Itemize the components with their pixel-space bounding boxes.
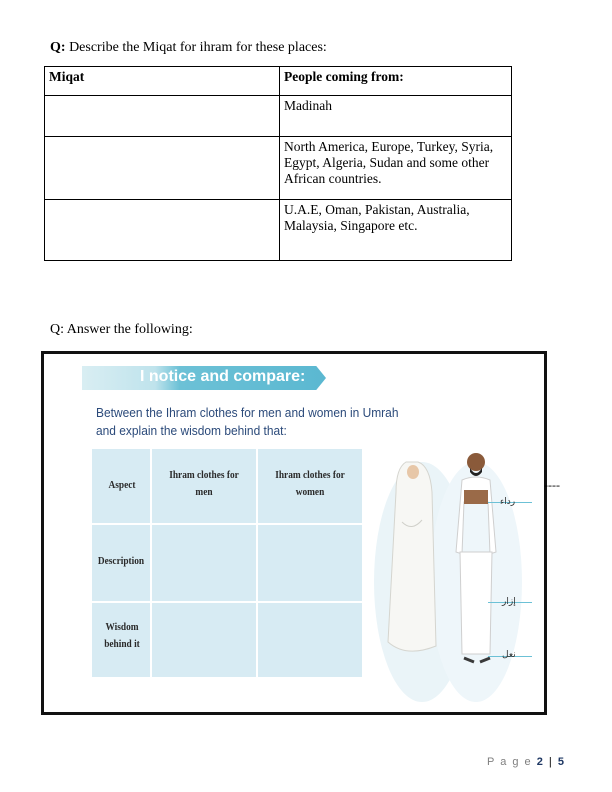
table-row — [45, 137, 512, 200]
woman-face — [407, 465, 419, 479]
page-separator: | — [544, 756, 558, 768]
page-number — [487, 756, 565, 768]
aspect-header: Aspect — [108, 479, 136, 491]
wisdom-label: Wisdom behind it — [104, 621, 140, 650]
table-divider — [92, 523, 362, 525]
miqat-answer-cell[interactable] — [45, 200, 280, 261]
miqat-table — [44, 66, 512, 261]
ihram-comparison-image — [41, 351, 547, 715]
question-1-prefix: Q: — [50, 40, 66, 55]
instruction-text: Between the Ihram clothes for men and women in Umrah and explain the wisdom behind that: — [96, 405, 399, 438]
table-divider — [92, 601, 362, 603]
naal-label: نعل — [502, 650, 516, 660]
question-1-title — [50, 40, 327, 56]
miqat-table-header — [45, 67, 512, 96]
page-current: 2 — [536, 756, 545, 768]
page-word: P a g e — [487, 756, 537, 768]
dash-mark: ---- — [544, 478, 560, 492]
pilgrims-illustration — [366, 432, 544, 712]
izar-label: إزار — [502, 597, 516, 607]
table-row — [45, 96, 512, 137]
miqat-header: Miqat — [45, 67, 280, 96]
women-clothes-header: Ihram clothes for women — [275, 469, 345, 498]
table-divider — [150, 449, 152, 677]
miqat-answer-cell[interactable] — [45, 137, 280, 200]
people-cell: North America, Europe, Turkey, Syria, Egypt, Algeria, Sudan and some other African countries. — [280, 137, 512, 200]
people-cell: U.A.E, Oman, Pakistan, Australia, Malaysia, Singapore etc. — [280, 200, 512, 261]
rida-label: رداء — [500, 497, 516, 507]
question-1-text: Describe the Miqat for ihram for these places: — [65, 40, 327, 55]
page-total: 5 — [557, 756, 566, 768]
description-label: Description — [97, 555, 145, 567]
notice-banner-text: I notice and compare: — [140, 368, 306, 385]
man-shoulder — [464, 490, 488, 504]
aspect-table — [92, 449, 362, 677]
miqat-answer-cell[interactable] — [45, 96, 280, 137]
man-izar-garment — [460, 552, 492, 654]
people-header: People coming from: — [280, 67, 512, 96]
table-divider — [256, 449, 258, 677]
table-row — [45, 200, 512, 261]
man-head — [467, 453, 485, 471]
question-2-title: Q: Answer the following: — [50, 322, 193, 337]
people-cell: Madinah — [280, 96, 512, 137]
men-clothes-header: Ihram clothes for men — [169, 469, 239, 498]
